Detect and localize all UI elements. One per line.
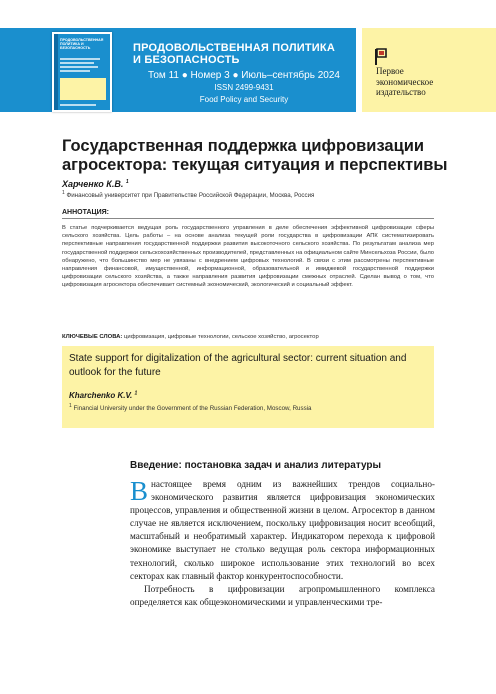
abstract-heading: АННОТАЦИЯ:: [62, 209, 110, 216]
english-title: State support for digitalization of the agricultural sector: current situation and outlook for the future: [69, 353, 407, 378]
intro-paragraph-1: Внастоящее время одним из важнейших трендов социально-экономического развития является цифровизация экономических процессов, управления и общественной жизни в целом. Агросектор в данном случае не является исключением, поскольку цифровизация носит всеобщий, масштабный и необратимый характер. Индикатором перехода к цифровой экономике выступает не столько ведущая роль сектора информационных технологий, сколько широкое использование этих технологий во всех секторах как главный фактор конкурентоспособности.: [130, 476, 435, 581]
publisher-name: Первое экономическое издательство: [376, 66, 434, 97]
intro-body: [130, 478, 435, 609]
abstract-divider: [62, 218, 434, 219]
journal-issue: Том 11 ● Номер 3 ● Июль–сентябрь 2024: [148, 70, 340, 81]
intro-paragraph-2: Потребность в цифровизации агропромышленного комплекса определяется как общеэкономическими и управленческими тре-: [130, 583, 435, 607]
article-affiliation: $^1$ Финансовый университет при Правительстве Российской Федерации, Москва, Россия: [62, 189, 315, 199]
english-author: Kharchenko K.V. $^1$: [69, 390, 138, 400]
journal-title-english: Food Policy and Security: [199, 95, 289, 104]
journal-cover-image: [52, 32, 112, 112]
journal-title: ПРОДОВОЛЬСТВЕННАЯ ПОЛИТИКА И БЕЗОПАСНОСТЬ: [133, 42, 335, 66]
cover-title: ПРОДОВОЛЬСТВЕННАЯ ПОЛИТИКА И БЕЗОПАСНОСТЬ: [60, 38, 104, 50]
article-title: Государственная поддержка цифровизации агросектора: текущая ситуация и перспективы: [62, 137, 448, 174]
article-author: Харченко К.В. $^1$: [62, 179, 129, 189]
abstract-text: В статье подчеркивается ведущая роль государственного управления в деле обеспечения эффективной цифровизации сферы сельского хозяйства. Цель работы – на основе анализа текущей роли государства в цифровизации АПК систематизировать перспективные направления государственной поддержки развития высокоточного сельского хозяйства. По результатам анализа мер государственной поддержки сельскохозяйственных производителей, представленных на официальном сайте Минсельхоза России, было обнаружено, что большинство мер не увязаны с внедрением цифровых технологий. В связи с этим рассмотрены перспективные направления финансовой, имущественной, информационной, образовательной и имиджевой государственной поддержки цифровизации сельского хозяйства, а также направления развития цифровизации смежных отраслей. Сделан вывод о том, что цифровизация агросектора обеспечивает системный экономический, экологический и социальный эффект.: [62, 225, 434, 289]
drop-cap: В: [130, 476, 149, 506]
english-affiliation: $^1$ Financial University under the Government of the Russian Federation, Moscow, Russia: [69, 402, 312, 412]
section-heading: Введение: постановка задач и анализ литературы: [130, 460, 382, 471]
journal-issn: ISSN 2499-9431: [214, 83, 274, 92]
keywords: КЛЮЧЕВЫЕ СЛОВА: цифровизация, цифровые технологии, сельское хозяйство, агросектор: [62, 334, 319, 340]
publisher-logo-icon: [374, 48, 388, 66]
